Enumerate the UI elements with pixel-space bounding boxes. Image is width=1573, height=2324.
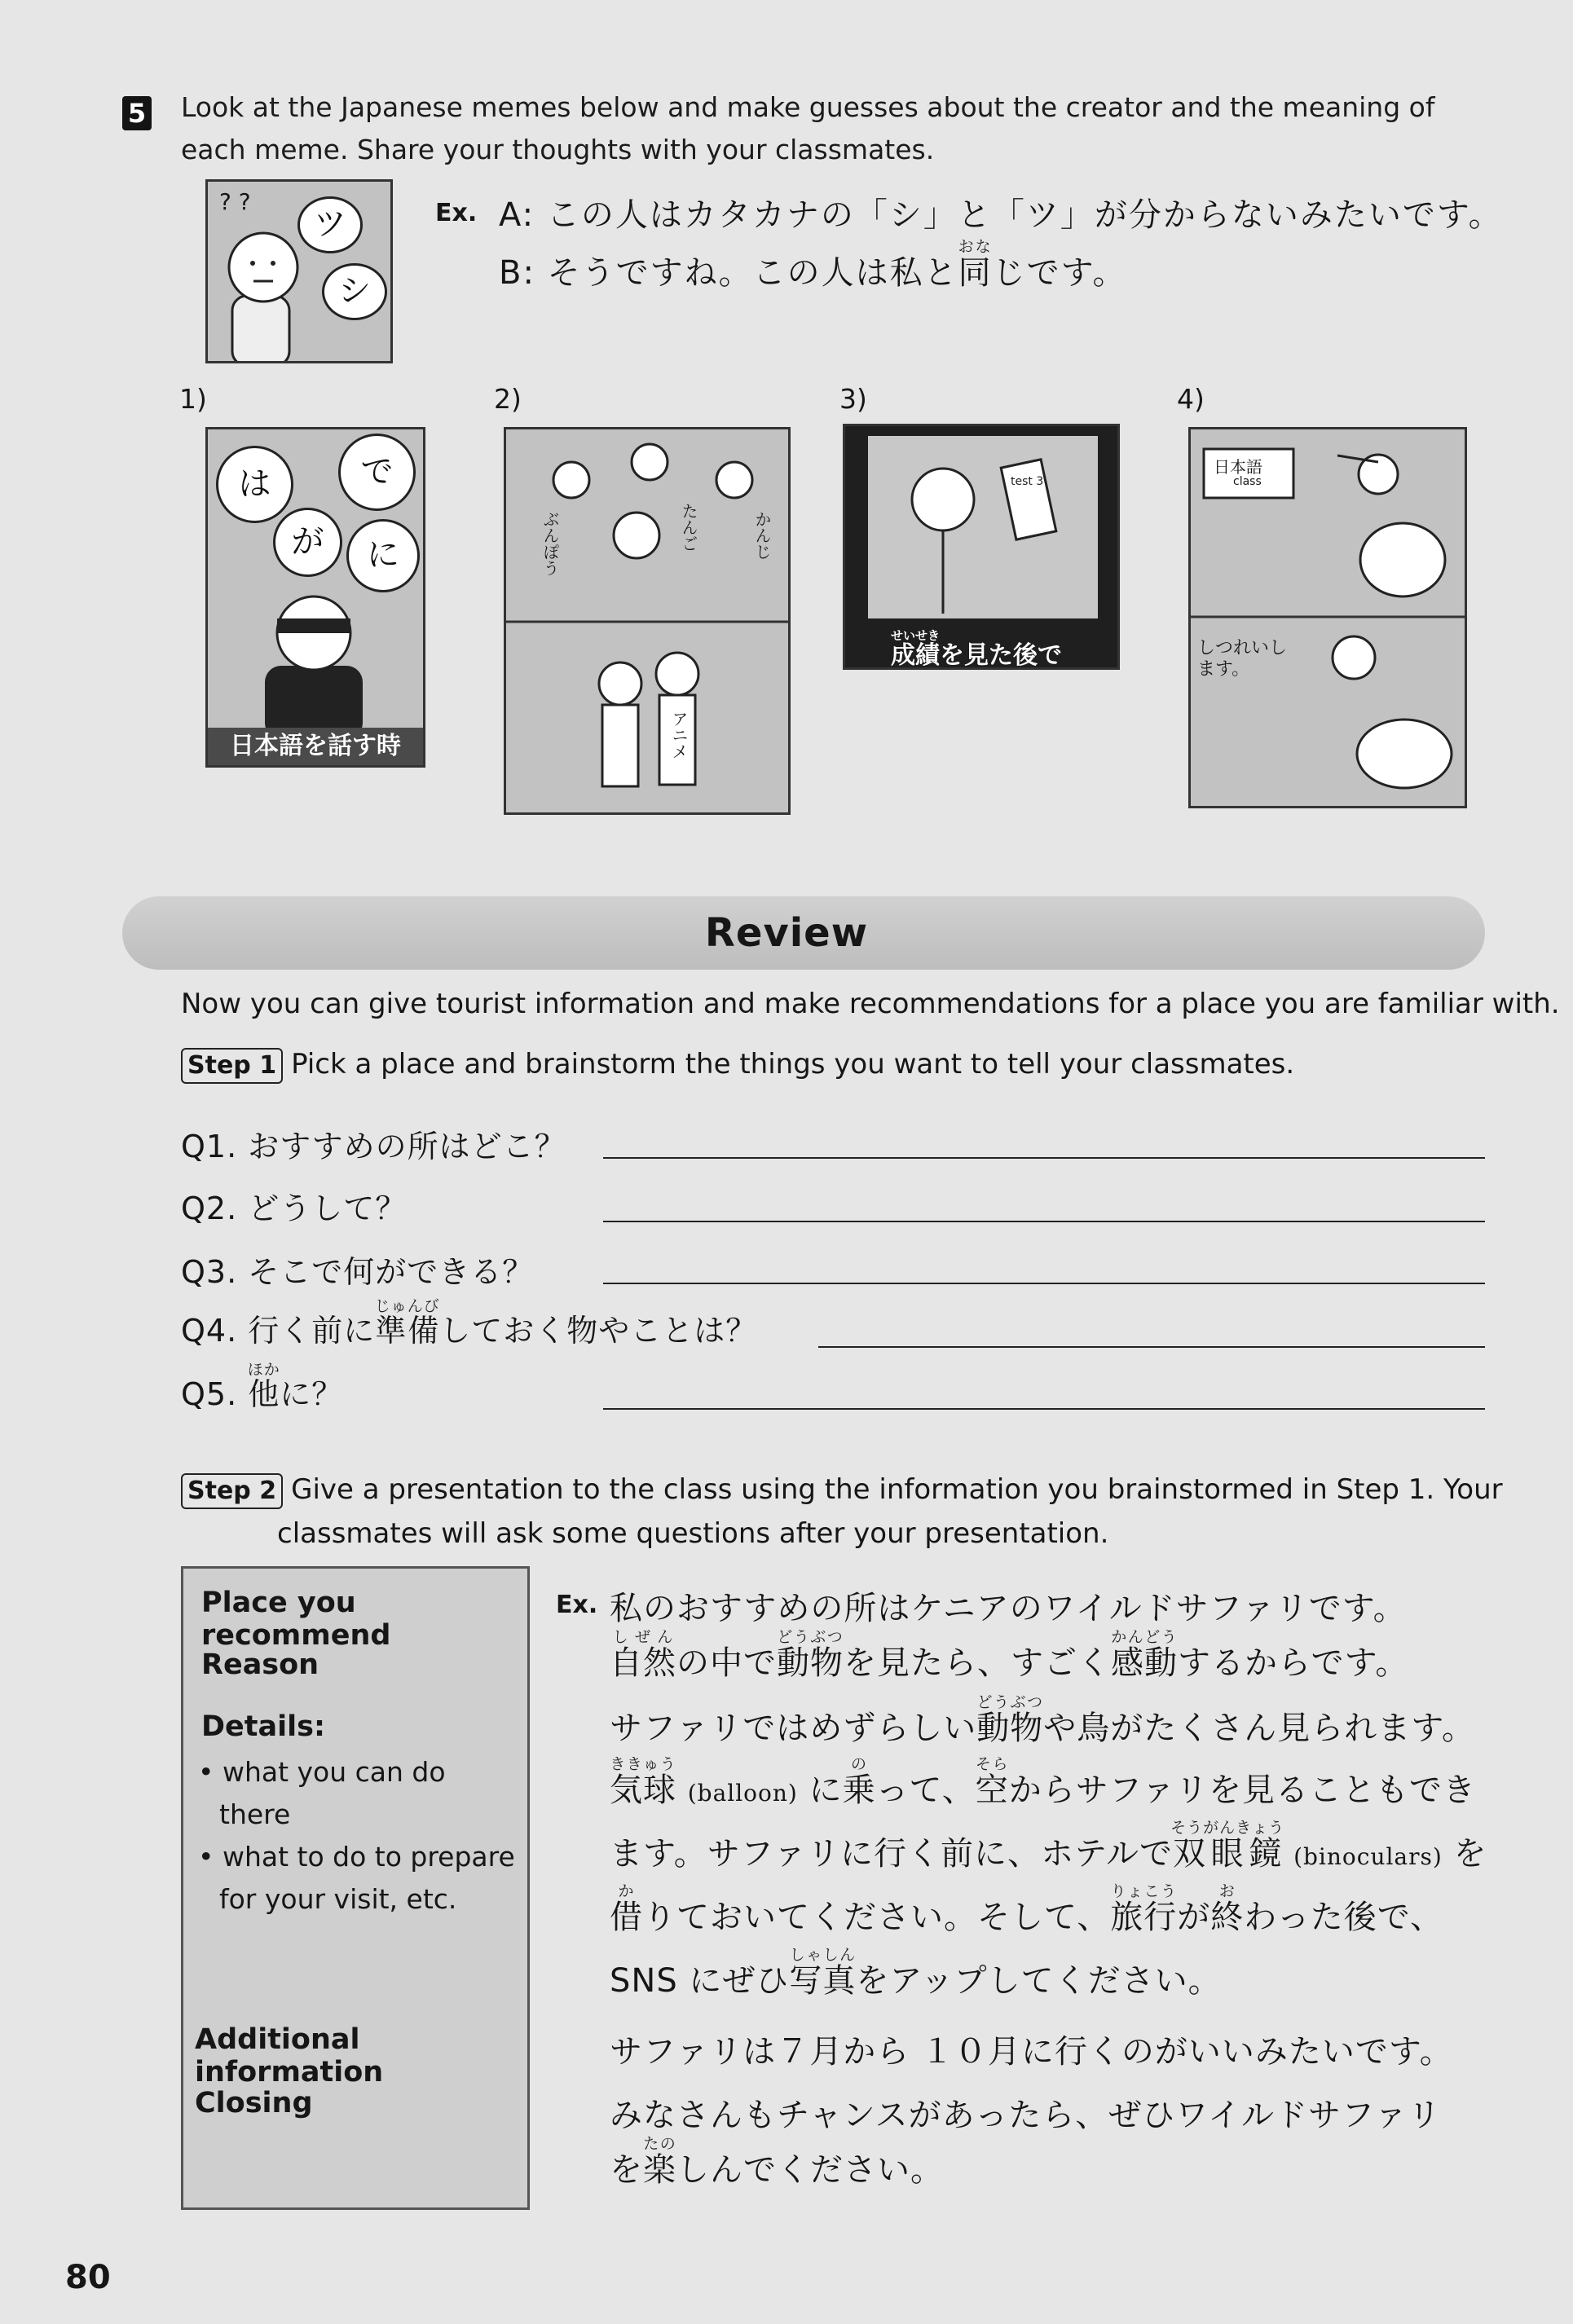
bubble-shi: シ xyxy=(322,263,387,320)
example-line-3: サファリではめずらしい動物どうぶつや鳥がたくさん見られます。 xyxy=(610,1693,1476,1747)
outline-details: Details: xyxy=(201,1710,325,1743)
question-4: Q4. 行く前に準備じゅんびしておく物やことは？ xyxy=(181,1297,758,1349)
label-tango: たんご xyxy=(679,503,698,552)
meme-4-speech: しつれいします。 xyxy=(1197,638,1288,680)
question-2: Q2. どうして？ xyxy=(181,1191,408,1226)
outline-closing: Closing xyxy=(195,2087,313,2119)
review-intro: Now you can give tourist information and make recommendations for a place you are familiar with. xyxy=(181,988,1560,1020)
answer-line-4[interactable] xyxy=(818,1346,1485,1348)
bubble-de: で xyxy=(338,434,416,511)
page-number: 80 xyxy=(65,2259,111,2296)
example-line-10: を楽たのしんでください。 xyxy=(610,2135,944,2189)
bubble-ha: は xyxy=(216,446,293,523)
example-line-b: B: そうですね。この人は私と同おなじです。 xyxy=(499,238,1127,292)
label-kanji: かんじ xyxy=(752,511,772,560)
example-label: Ex. xyxy=(435,199,478,227)
outline-detail-2b: for your visit, etc. xyxy=(219,1883,457,1915)
section-number-badge: 5 xyxy=(122,96,152,130)
answer-line-5[interactable] xyxy=(603,1408,1485,1410)
meme-3-image xyxy=(843,424,1120,670)
duck-illustration xyxy=(1191,429,1467,808)
outline-detail-1a: • what you can do xyxy=(198,1756,446,1788)
step1-instruction: Step 1 Pick a place and brainstorm the things you want to tell your classmates. xyxy=(181,1048,1294,1084)
question-1: Q1. おすすめの所はどこ？ xyxy=(181,1129,566,1164)
outline-detail-2a: • what to do to prepare xyxy=(198,1841,515,1873)
answer-line-3[interactable] xyxy=(603,1283,1485,1284)
step2-example-label: Ex. xyxy=(556,1591,598,1619)
review-title: Review xyxy=(704,910,869,956)
meme-3-caption: 成績せいせきを見た後で xyxy=(891,628,1063,670)
sign-nihongo: 日本語 xyxy=(1214,457,1262,477)
meme-number-3: 3) xyxy=(839,383,867,415)
step2-instruction-1: Step 2 Give a presentation to the class using the information you brainstormed in Step 1. Your xyxy=(181,1473,1503,1509)
sign-class: class xyxy=(1233,475,1262,488)
meme-1-image xyxy=(205,427,425,768)
outline-place: Place you recommend xyxy=(201,1587,391,1652)
outline-additional: Additional information xyxy=(195,2023,384,2089)
example-line-4: 気球ききゅう (balloon) に乗のって、空そらからサファリを見ることもでき xyxy=(610,1755,1476,1809)
meme-4-image xyxy=(1188,427,1467,808)
example-line-6: 借かりておいてください。そして、旅行りょこうが終おわった後で、 xyxy=(610,1882,1444,1936)
label-bunpou: ぶんぽう xyxy=(540,511,560,576)
example-line-5: ます。サファリに行く前に、ホテルで双眼鏡そうがんきょう (binoculars) を xyxy=(610,1819,1487,1873)
test-paper-text: test 3 xyxy=(1011,475,1044,488)
outline-detail-1b: there xyxy=(219,1798,291,1830)
instruction-line-2: each meme. Share your thoughts with your classmates. xyxy=(181,134,935,165)
blindfolded-person-illustration xyxy=(208,429,425,768)
meme-number-1: 1) xyxy=(179,383,207,415)
question-marks: ? ? xyxy=(219,188,251,215)
example-line-9: みなさんもチャンスがあったら、ぜひワイルドサファリ xyxy=(610,2097,1442,2134)
answer-line-2[interactable] xyxy=(603,1221,1485,1222)
presentation-outline-box xyxy=(181,1566,530,2210)
step2-label: Step 2 xyxy=(181,1473,283,1509)
bubble-ni: に xyxy=(346,519,420,592)
friends-illustration xyxy=(506,429,791,815)
example-line-1: 私のおすすめの所はケニアのワイルドサファリです。 xyxy=(610,1590,1407,1627)
answer-line-1[interactable] xyxy=(603,1157,1485,1159)
example-line-2: 自然しぜんの中で動物どうぶつを見たら、すごく感動かんどうするからです。 xyxy=(610,1628,1409,1682)
label-anime: アニメ xyxy=(669,711,689,759)
meme-number-2: 2) xyxy=(494,383,522,415)
example-line-a: A: この人はカタカナの「シ」と「ツ」が分からないみたいです。 xyxy=(499,196,1503,234)
bubble-ga: が xyxy=(273,508,342,577)
example-line-7: SNS にぜひ写真しゃしんをアップしてください。 xyxy=(610,1946,1222,2000)
outline-reason: Reason xyxy=(201,1648,319,1681)
step1-label: Step 1 xyxy=(181,1048,283,1084)
meme-1-caption: 日本語を話す時 xyxy=(208,728,423,765)
instruction-line-1: Look at the Japanese memes below and make guesses about the creator and the meaning of xyxy=(181,91,1435,123)
meme-2-image xyxy=(504,427,791,815)
meme-number-4: 4) xyxy=(1177,383,1205,415)
example-meme-image xyxy=(205,179,393,363)
question-5: Q5. 他ほかに？ xyxy=(181,1361,344,1412)
step2-instruction-2: classmates will ask some questions after your presentation. xyxy=(277,1517,1109,1550)
bubble-tsu: ツ xyxy=(297,196,363,253)
question-3: Q3. そこで何ができる？ xyxy=(181,1254,535,1290)
example-line-8: サファリは７月から １０月に行くのがいいみたいです。 xyxy=(610,2033,1453,2071)
